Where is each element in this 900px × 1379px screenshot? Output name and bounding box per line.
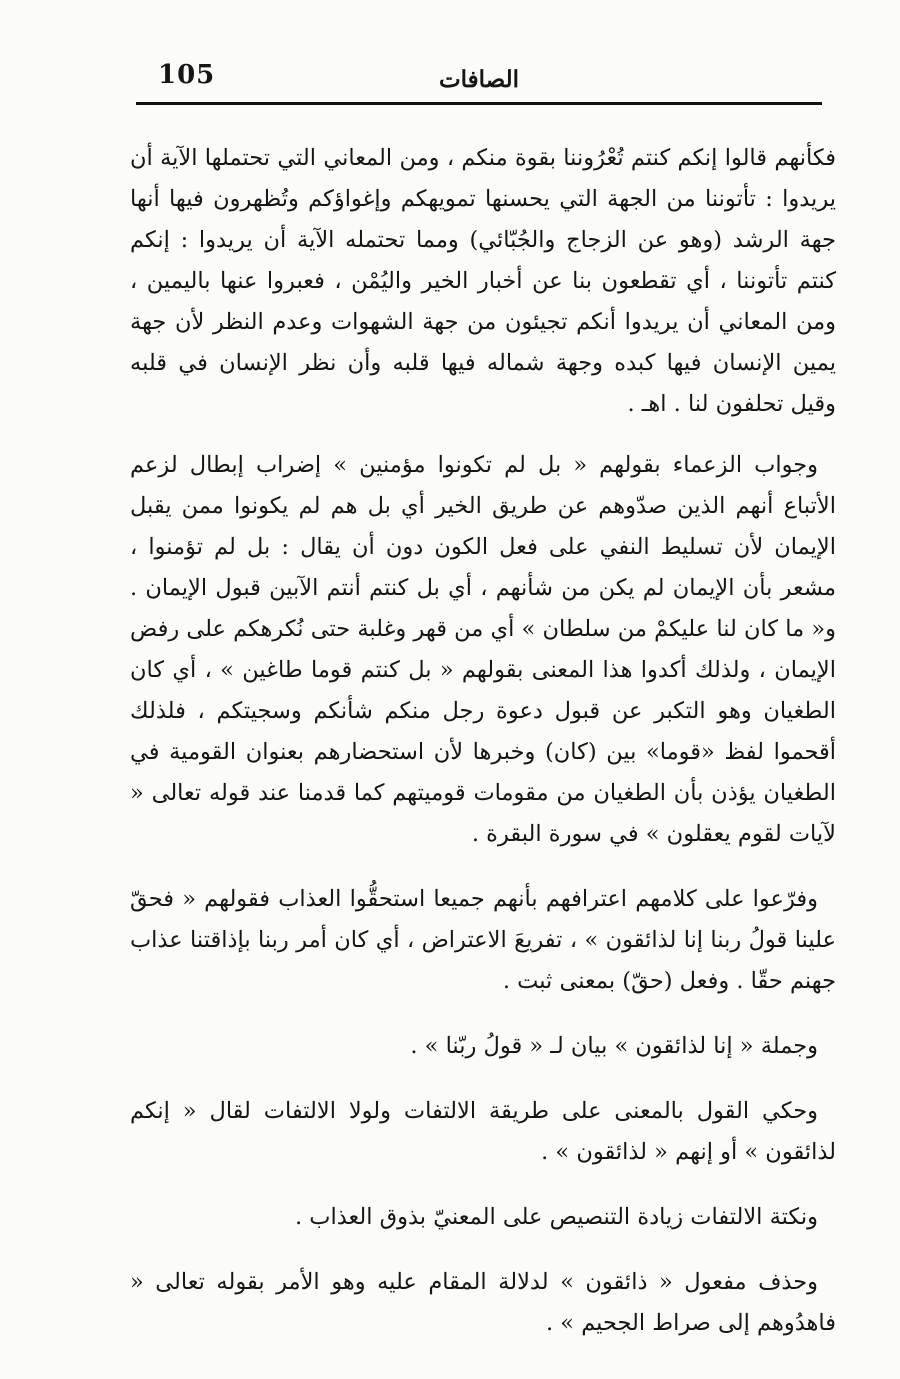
paragraph: وحكي القول بالمعنى على طريقة الالتفات ولولا الالتفات لقال « إنكم لذائقون » أو إنهم « لذائقون » . <box>130 1098 836 1165</box>
page-number: 105 <box>158 60 216 90</box>
paragraph: وجملة « إنا لذائقون » بيان لـ « قولُ ربّنا » . <box>410 1033 818 1059</box>
paragraph: ونكتة الالتفات زيادة التنصيص على المعنيّ بذوق العذاب . <box>294 1204 818 1230</box>
paragraph: وفرّعوا على كلامهم اعترافهم بأنهم جميعا استحقُّوا العذاب فقولهم « فحقّ علينا قولُ ربنا إنا لذائقون » ، تفريعَ الاعتراض ، أي كان أمر ربنا بإذاقتنا عذاب جهنم حقّا . وفعل (حقّ) بمعنى ثبت . <box>130 886 836 994</box>
paragraph: وحذف مفعول « ذائقون » لدلالة المقام عليه وهو الأمر بقوله تعالى « فاهدُوهم إلى صراط الجحيم » . <box>130 1269 836 1336</box>
page-header <box>136 60 822 105</box>
body-text <box>130 138 836 1366</box>
paragraph: وجواب الزعماء بقولهم « بل لم تكونوا مؤمنين » إضراب إبطال لزعم الأتباع أنهم الذين صدّوهم عن طريق الخير أي بل هم لم يكونوا ممن يقبل الإيمان لأن تسليط النفي على فعل الكون دون أن يقال : بل لم تؤمنوا ، مشعر بأن الإيمان لم يكن من شأنهم ، أي بل كنتم أنتم الآبين قبول الإيمان . و« ما كان لنا عليكمْ من سلطان » أي من قهر وغلبة حتى نُكرهكم على رفض الإيمان ، ولذلك أكدوا هذا المعنى بقولهم « بل كنتم قوما طاغين » ، أي كان الطغيان وهو التكبر عن قبول دعوة رجل منكم شأنكم وسجيتكم ، فلذلك أقحموا لفظ «قوما» بين (كان) وخبرها لأن استحضارهم بعنوان القومية في الطغيان يؤذن بأن الطغيان من مقومات قوميتهم كما قدمنا عند قوله تعالى « لآيات لقوم يعقلون » في سورة البقرة . <box>130 452 836 847</box>
paragraph: فكأنهم قالوا إنكم كنتم تُعْرُوننا بقوة منكم ، ومن المعاني التي تحتملها الآية أن يريدوا : تأتوننا من الجهة التي يحسنها تمويهكم وإغواؤكم وتُظهرون فيها أنها جهة الرشد (وهو عن الزجاج والجُبّائي) ومما تحتمله الآية أن يريدوا : إنكم كنتم تأتوننا ، أي تقطعون بنا عن أخبار الخير واليُمْن ، فعبروا عنها باليمين ، ومن المعاني أن يريدوا أنكم تجيئون من جهة الشهوات وعدم النظر لأن جهة يمين الإنسان فيها كبده وجهة شماله فيها قلبه وأن نظر الإنسان في قلبه وقيل تحلفون لنا . اهـ . <box>130 145 836 417</box>
running-title: الصافات <box>438 66 519 93</box>
